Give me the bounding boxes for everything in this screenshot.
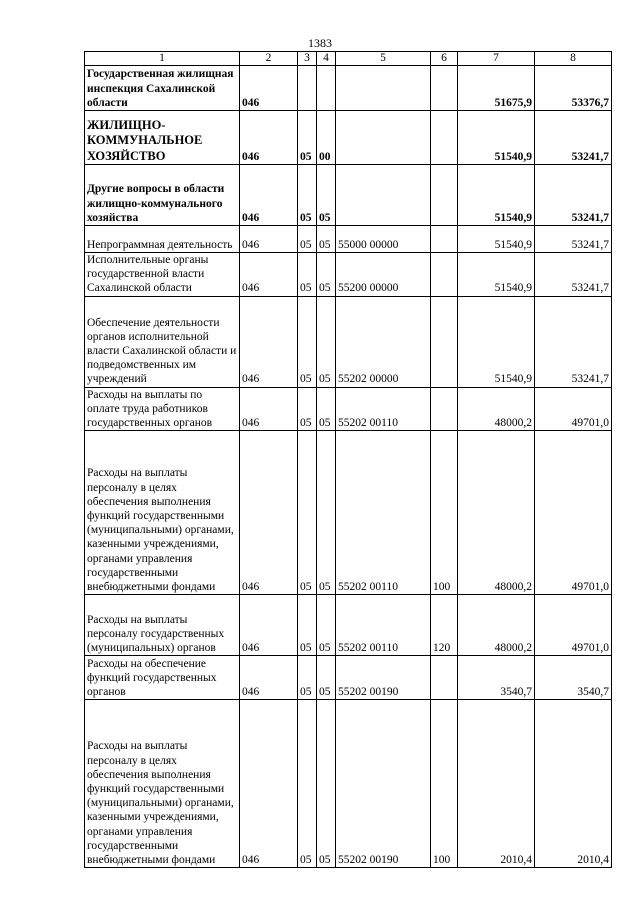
row-subsection-cell: 05 — [317, 431, 336, 595]
column-header: 3 — [298, 52, 317, 66]
row-expense-type-cell — [431, 226, 458, 253]
row-section-cell: 05 — [298, 253, 317, 297]
row-target-cell: 55202 00000 — [336, 296, 431, 387]
row-target-cell — [336, 111, 431, 165]
table-row — [85, 165, 612, 226]
row-sum-first-year-cell: 2010,4 — [458, 700, 535, 868]
row-sum-first-year-cell: 3540,7 — [458, 656, 535, 700]
row-expense-type-cell — [431, 656, 458, 700]
row-expense-type-cell — [431, 387, 458, 431]
row-expense-type-cell — [431, 296, 458, 387]
row-name-cell: Другие вопросы в области жилищно-коммунального хозяйства — [85, 165, 240, 226]
row-target-cell: 55202 00190 — [336, 700, 431, 868]
row-subsection-cell: 05 — [317, 165, 336, 226]
row-code-cell: 046 — [240, 595, 298, 656]
table-header-row — [85, 52, 612, 66]
row-sum-second-year-cell: 49701,0 — [535, 387, 612, 431]
row-name-cell: Обеспечение деятельности органов исполнительной власти Сахалинской области и подведомственных им учреждений — [85, 296, 240, 387]
row-target-cell: 55000 00000 — [336, 226, 431, 253]
row-expense-type-cell — [431, 165, 458, 226]
column-header: 4 — [317, 52, 336, 66]
row-code-cell: 046 — [240, 296, 298, 387]
row-subsection-cell: 05 — [317, 253, 336, 297]
row-name-cell: Расходы на выплаты персоналу в целях обеспечения выполнения функций государственными (муниципальными) органами, казенными учреждениями, органами управления государственными внебюджетными фондами — [85, 431, 240, 595]
row-sum-first-year-cell: 51540,9 — [458, 111, 535, 165]
row-name-cell: Расходы на выплаты по оплате труда работников государственных органов — [85, 387, 240, 431]
row-section-cell — [298, 66, 317, 111]
row-sum-second-year-cell: 53241,7 — [535, 165, 612, 226]
column-header: 6 — [431, 52, 458, 66]
row-expense-type-cell: 100 — [431, 431, 458, 595]
row-code-cell: 046 — [240, 656, 298, 700]
row-code-cell: 046 — [240, 700, 298, 868]
table-row — [85, 66, 612, 111]
row-target-cell — [336, 165, 431, 226]
row-section-cell: 05 — [298, 226, 317, 253]
row-section-cell: 05 — [298, 431, 317, 595]
table-row — [85, 431, 612, 595]
row-subsection-cell: 05 — [317, 296, 336, 387]
column-header: 8 — [535, 52, 612, 66]
row-name-cell: Непрограммная деятельность — [85, 226, 240, 253]
row-target-cell: 55202 00110 — [336, 387, 431, 431]
row-code-cell: 046 — [240, 111, 298, 165]
table-row — [85, 656, 612, 700]
column-header: 2 — [240, 52, 298, 66]
row-sum-first-year-cell: 51675,9 — [458, 66, 535, 111]
row-subsection-cell: 05 — [317, 656, 336, 700]
budget-table — [84, 51, 612, 868]
table-row — [85, 253, 612, 297]
row-section-cell: 05 — [298, 111, 317, 165]
row-code-cell: 046 — [240, 431, 298, 595]
row-section-cell: 05 — [298, 296, 317, 387]
row-name-cell: Государственная жилищная инспекция Сахалинской области — [85, 66, 240, 111]
row-sum-second-year-cell: 2010,4 — [535, 700, 612, 868]
row-name-cell: Расходы на выплаты персоналу в целях обеспечения выполнения функций государственными (муниципальными) органами, казенными учреждениями, органами управления государственными внебюджетными фондами — [85, 700, 240, 868]
row-sum-second-year-cell: 49701,0 — [535, 431, 612, 595]
row-target-cell: 55200 00000 — [336, 253, 431, 297]
row-sum-first-year-cell: 51540,9 — [458, 226, 535, 253]
row-name-cell: Исполнительные органы государственной власти Сахалинской области — [85, 253, 240, 297]
row-expense-type-cell: 120 — [431, 595, 458, 656]
row-target-cell: 55202 00110 — [336, 595, 431, 656]
row-section-cell: 05 — [298, 387, 317, 431]
row-name-cell: Расходы на обеспечение функций государственных органов — [85, 656, 240, 700]
row-sum-first-year-cell: 51540,9 — [458, 165, 535, 226]
row-sum-second-year-cell: 53241,7 — [535, 111, 612, 165]
row-name-cell: ЖИЛИЩНО-КОММУНАЛЬНОЕ ХОЗЯЙСТВО — [85, 111, 240, 165]
table-row — [85, 111, 612, 165]
row-sum-second-year-cell: 53241,7 — [535, 226, 612, 253]
row-sum-second-year-cell: 53241,7 — [535, 253, 612, 297]
row-expense-type-cell — [431, 253, 458, 297]
row-expense-type-cell: 100 — [431, 700, 458, 868]
row-target-cell: 55202 00190 — [336, 656, 431, 700]
row-sum-first-year-cell: 51540,9 — [458, 253, 535, 297]
row-section-cell: 05 — [298, 595, 317, 656]
row-subsection-cell — [317, 66, 336, 111]
column-header: 1 — [85, 52, 240, 66]
row-sum-first-year-cell: 48000,2 — [458, 595, 535, 656]
row-subsection-cell: 05 — [317, 700, 336, 868]
row-target-cell — [336, 66, 431, 111]
row-code-cell: 046 — [240, 253, 298, 297]
row-subsection-cell: 05 — [317, 595, 336, 656]
row-target-cell: 55202 00110 — [336, 431, 431, 595]
column-header: 7 — [458, 52, 535, 66]
row-sum-second-year-cell: 49701,0 — [535, 595, 612, 656]
row-code-cell: 046 — [240, 387, 298, 431]
table-row — [85, 700, 612, 868]
row-section-cell: 05 — [298, 656, 317, 700]
row-section-cell: 05 — [298, 165, 317, 226]
table-row — [85, 387, 612, 431]
row-name-cell: Расходы на выплаты персоналу государственных (муниципальных) органов — [85, 595, 240, 656]
table-row — [85, 595, 612, 656]
column-header: 5 — [336, 52, 431, 66]
row-sum-second-year-cell: 53241,7 — [535, 296, 612, 387]
row-sum-first-year-cell: 48000,2 — [458, 431, 535, 595]
row-subsection-cell: 05 — [317, 387, 336, 431]
row-sum-first-year-cell: 51540,9 — [458, 296, 535, 387]
row-sum-second-year-cell: 3540,7 — [535, 656, 612, 700]
row-code-cell: 046 — [240, 165, 298, 226]
row-code-cell: 046 — [240, 66, 298, 111]
row-expense-type-cell — [431, 111, 458, 165]
page-number: 1383 — [308, 36, 332, 50]
row-section-cell: 05 — [298, 700, 317, 868]
row-subsection-cell: 00 — [317, 111, 336, 165]
table-row — [85, 296, 612, 387]
row-sum-second-year-cell: 53376,7 — [535, 66, 612, 111]
row-code-cell: 046 — [240, 226, 298, 253]
row-expense-type-cell — [431, 66, 458, 111]
table-row — [85, 226, 612, 253]
row-sum-first-year-cell: 48000,2 — [458, 387, 535, 431]
row-subsection-cell: 05 — [317, 226, 336, 253]
